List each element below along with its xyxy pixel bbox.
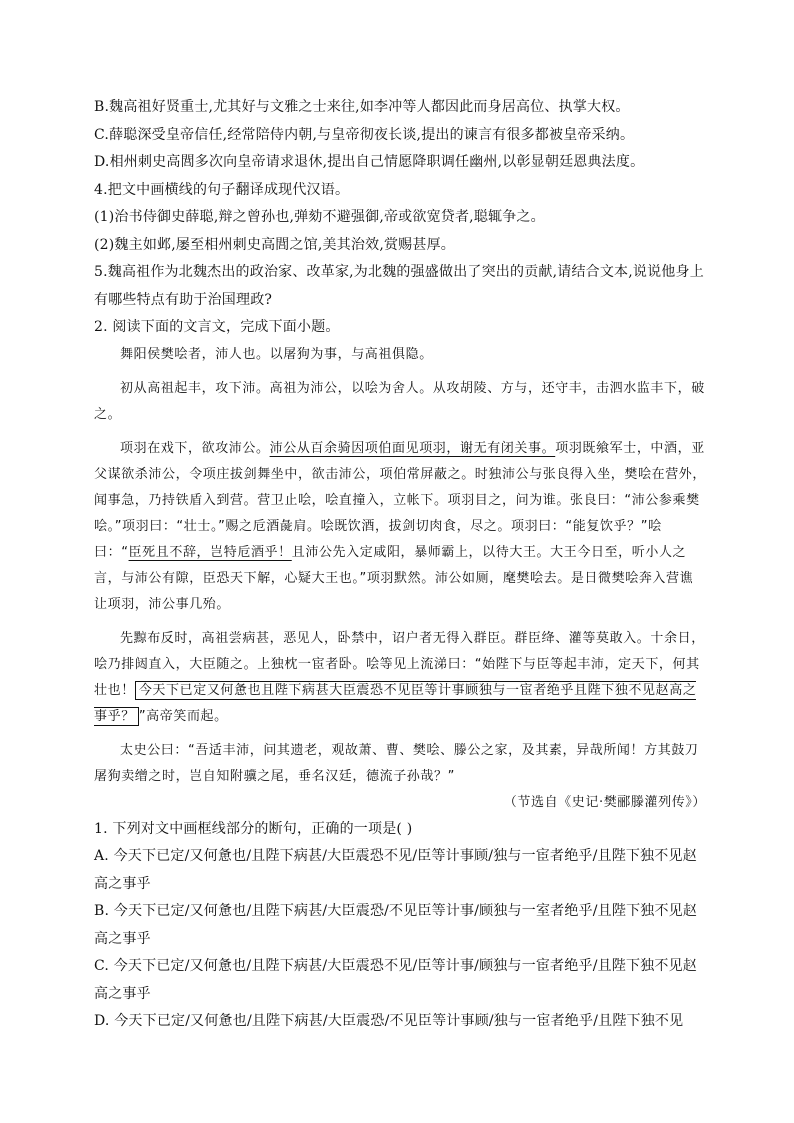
option-b-punctuation: B. 今天下已定/又何惫也/且陛下病甚/大臣震恐/不见臣等计事/顾独与一室者绝乎/且陛下独不见赵高之事乎 [94,903,698,947]
classical-passage [94,342,706,816]
option-d-punctuation: D. 今天下已定/又何惫也/且陛下病甚/大臣震恐/不见臣等计事顾/独与一宦者绝乎/且陛下独不见 [94,1013,684,1029]
option-d: D.相州刺史高閭多次向皇帝请求退休,提出自己情愿降职调任幽州,以彰显朝廷恩典法度。 [94,154,645,170]
underlined-sentence-1: 沛公从百余骑因项伯面见项羽，谢无有闭关事。 [269,440,556,456]
section-2-heading: 2. 阅读下面的文言文，完成下面小题。 [94,319,340,335]
passage-paragraph-1: 舞阳侯樊哙者，沛人也。以屠狗为事，与高祖俱隐。 [120,346,433,362]
underlined-sentence-2: 臣死且不辞，岂特卮酒乎！ [128,544,292,560]
question-4-part-2: (2)魏主如邺,屡至相州刺史高閭之馆,美其治效,赏赐甚厚。 [94,236,455,253]
option-c-punctuation: C. 今天下已定/又何惫也/且陛下病甚/大臣震恐不见/臣等计事/顾独与一宦者绝乎/且陛下独不见赵高之事乎 [94,958,698,1002]
question-1-stem: 1. 下列对文中画框线部分的断句，正确的一项是( ) [94,820,413,837]
passage-source: （节选自《史记·樊郦滕灌列传》） [503,794,706,810]
question-4: 4.把文中画横线的句子翻译成现代汉语。 [94,181,350,198]
question-4-part-1: (1)治书侍御史薛聪,辩之曾孙也,弹劾不避强御,帝或欲宽贷者,聪辄争之。 [94,209,545,225]
option-c: C.薛聪深受皇帝信任,经常陪侍内朝,与皇帝彻夜长谈,提出的谏言有很多都被皇帝采纳。 [94,126,635,143]
passage-paragraph-3: 项羽在戏下，欲攻沛公。沛公从百余骑因项伯面见项羽，谢无有闭关事。项羽既飨军士，中酒，亚父谋欲杀沛公，令项庄拔剑舞坐中，欲击沛公，项伯常屏蔽之。时独沛公与张良得入坐，樊哙在营外，闻事急，乃持铁盾入到营。营卫止哙，哙直撞入，立帐下。项羽目之，问为谁。张良曰：“沛公参乘樊哙。”项羽曰：“壮士。”赐之卮酒彘肩。哙既饮酒，拔剑切肉食，尽之。项羽曰：“能复饮乎？”哙曰：“臣死且不辞，岂特卮酒乎！且沛公先入定咸阳，暴师霸上，以待大王。大王今日至，听小人之言，与沛公有隙，臣恐天下解，心疑大王也。”项羽默然。沛公如厕，麾樊哙去。是日微樊哙奔入营谯让项羽，沛公事几殆。 [94,440,707,612]
boxed-sentence: 今天下已定又何惫也且陛下病甚大臣震恐不见臣等计事顾独与一宦者绝乎且陛下独不见赵高之事乎？ [94,682,697,724]
passage-paragraph-5: 太史公曰：“吾适丰沛，问其遗老，观故萧、曹、樊哙、滕公之家，及其素，异哉所闻！方其鼓刀屠狗卖缯之时，岂自知附骥之尾，垂名汉廷，德流子孙哉？” [94,742,699,784]
question-5: 5.魏高祖作为北魏杰出的政治家、改革家,为北魏的强盛做出了突出的贡献,请结合文本,说说他身上有哪些特点有助于治国理政? [94,264,704,308]
passage-paragraph-4: 先黥布反时，高祖尝病甚，恶见人，卧禁中，诏户者无得入群臣。群臣绛、灌等莫敢入。十余日，哙乃排闼直入，大臣随之。上独枕一宦者卧。哙等见上流涕曰：“始陛下与臣等起丰沛，定天下，何其壮也！ 今天下已定又何惫也且陛下病甚大臣震恐不见臣等计事顾独与一宦者绝乎且陛下独不见赵高之事乎？ ”高帝笑而起。 [94,630,705,724]
question-1-options [94,843,706,1036]
option-b: B.魏高祖好贤重士,尤其好与文雅之士来往,如李冲等人都因此而身居高位、执掌大权。 [94,99,630,115]
option-a-punctuation: A. 今天下已定/又何惫也/且陛下病甚/大臣震恐不见/臣等计事顾/独与一宦者绝乎/且陛下独不见赵高之事乎 [94,848,697,892]
passage-paragraph-2: 初从高祖起丰，攻下沛。高祖为沛公，以哙为舍人。从攻胡陵、方与，还守丰，击泗水监丰下，破之。 [94,380,705,422]
